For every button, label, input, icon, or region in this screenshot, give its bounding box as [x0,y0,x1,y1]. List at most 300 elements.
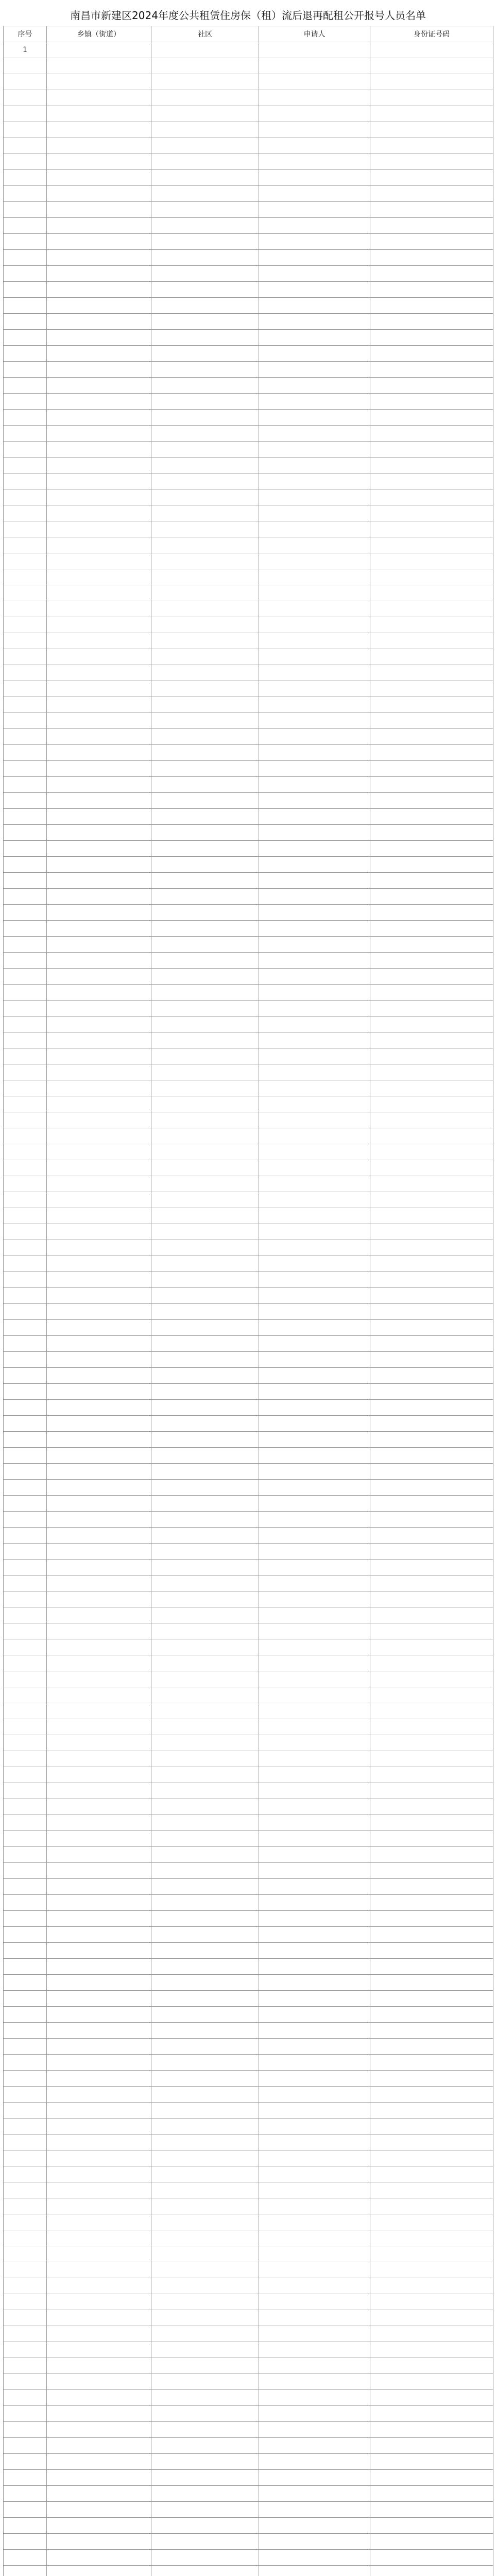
cell-community [151,154,259,170]
cell-applicant [259,1464,370,1480]
cell-applicant [259,314,370,330]
cell-township [47,1783,151,1799]
cell-community [151,585,259,601]
cell-community [151,1256,259,1272]
cell-township [47,2342,151,2358]
cell-applicant [259,505,370,521]
cell-township [47,473,151,489]
column-header-community: 社区 [151,26,259,42]
cell-township [47,2182,151,2198]
cell-township [47,90,151,106]
cell-id-number [370,1048,493,1064]
cell-id-number [370,1096,493,1112]
cell-index [4,2326,47,2342]
table-row [4,1001,493,1016]
cell-township [47,2486,151,2502]
cell-applicant [259,921,370,937]
cell-index [4,1991,47,2007]
cell-township [47,2119,151,2134]
cell-id-number [370,1751,493,1767]
cell-township [47,2071,151,2087]
cell-township [47,138,151,154]
cell-applicant [259,1623,370,1639]
table-row [4,1336,493,1352]
cell-index [4,1368,47,1384]
cell-id-number [370,633,493,649]
table-row [4,138,493,154]
cell-applicant [259,2039,370,2055]
cell-index [4,74,47,90]
cell-community [151,745,259,761]
table-row [4,1639,493,1655]
cell-township [47,1064,151,1080]
cell-township [47,2246,151,2262]
cell-township [47,1048,151,1064]
cell-community [151,601,259,617]
cell-index [4,1959,47,1975]
cell-community [151,1416,259,1432]
table-row [4,1863,493,1879]
table-row [4,1799,493,1815]
cell-index [4,1480,47,1496]
cell-township [47,1256,151,1272]
cell-id-number [370,2262,493,2278]
cell-applicant [259,601,370,617]
cell-index [4,1671,47,1687]
table-row [4,442,493,457]
cell-township [47,969,151,985]
table-row [4,1128,493,1144]
cell-township [47,793,151,809]
cell-community [151,1368,259,1384]
cell-index [4,1192,47,1208]
cell-township [47,122,151,138]
cell-id-number [370,2023,493,2039]
cell-index [4,457,47,473]
cell-id-number [370,2166,493,2182]
cell-applicant [259,953,370,969]
cell-id-number [370,1480,493,1496]
cell-index [4,1032,47,1048]
cell-applicant [259,2534,370,2550]
cell-township [47,1815,151,1831]
cell-township [47,218,151,234]
roster-table [3,26,493,2576]
cell-id-number [370,1016,493,1032]
cell-community [151,1639,259,1655]
cell-community [151,1048,259,1064]
table-row [4,2214,493,2230]
cell-id-number [370,1001,493,1016]
cell-index [4,617,47,633]
cell-township [47,985,151,1001]
table-row [4,1048,493,1064]
cell-community [151,1735,259,1751]
cell-id-number [370,2342,493,2358]
cell-community [151,2422,259,2438]
cell-id-number [370,1607,493,1623]
cell-applicant [259,2470,370,2486]
cell-id-number [370,1655,493,1671]
cell-applicant [259,1975,370,1991]
cell-township [47,1751,151,1767]
cell-applicant [259,2087,370,2103]
cell-id-number [370,1352,493,1368]
cell-index [4,138,47,154]
cell-id-number [370,2310,493,2326]
cell-applicant [259,1560,370,1575]
cell-township [47,2294,151,2310]
cell-index [4,58,47,74]
cell-township [47,457,151,473]
cell-community [151,2566,259,2576]
cell-index [4,2406,47,2422]
table-row [4,2566,493,2576]
cell-applicant [259,122,370,138]
cell-id-number [370,1432,493,1448]
cell-community [151,1448,259,1464]
cell-id-number [370,1735,493,1751]
table-row [4,1575,493,1591]
cell-township [47,42,151,58]
cell-community [151,569,259,585]
cell-community [151,1815,259,1831]
table-row [4,1320,493,1336]
cell-township [47,1416,151,1432]
cell-township [47,154,151,170]
table-row [4,2358,493,2374]
cell-community [151,1464,259,1480]
table-row [4,1927,493,1943]
cell-id-number [370,617,493,633]
table-row [4,1240,493,1256]
cell-township [47,2534,151,2550]
cell-applicant [259,1016,370,1032]
table-row [4,1735,493,1751]
cell-index [4,1001,47,1016]
cell-applicant [259,1384,370,1400]
cell-index [4,2342,47,2358]
cell-community [151,1847,259,1863]
cell-id-number [370,681,493,697]
cell-id-number [370,218,493,234]
cell-index [4,154,47,170]
cell-id-number [370,2198,493,2214]
cell-index [4,2230,47,2246]
cell-index [4,857,47,873]
cell-id-number [370,457,493,473]
cell-applicant [259,1368,370,1384]
cell-index [4,2358,47,2374]
cell-applicant [259,841,370,857]
cell-id-number [370,1687,493,1703]
table-row [4,489,493,505]
cell-index [4,1575,47,1591]
cell-township [47,1368,151,1384]
cell-applicant [259,250,370,266]
cell-id-number [370,1208,493,1224]
cell-applicant [259,649,370,665]
cell-community [151,1575,259,1591]
cell-id-number [370,649,493,665]
cell-applicant [259,537,370,553]
cell-applicant [259,1799,370,1815]
cell-id-number [370,2182,493,2198]
cell-id-number [370,2550,493,2566]
cell-community [151,1304,259,1320]
table-row [4,745,493,761]
cell-id-number [370,1831,493,1847]
table-row [4,1512,493,1528]
table-row [4,1687,493,1703]
cell-township [47,1160,151,1176]
cell-township [47,1176,151,1192]
cell-index [4,841,47,857]
table-row [4,202,493,218]
table-row [4,2134,493,2150]
table-row [4,601,493,617]
cell-community [151,1288,259,1304]
table-row [4,298,493,314]
cell-id-number [370,2071,493,2087]
table-row [4,969,493,985]
table-row [4,1751,493,1767]
column-header-index: 序号 [4,26,47,42]
cell-id-number [370,2358,493,2374]
cell-id-number [370,2454,493,2470]
cell-applicant [259,1911,370,1927]
cell-index [4,2390,47,2406]
cell-community [151,1160,259,1176]
cell-id-number [370,346,493,362]
cell-township [47,2230,151,2246]
cell-applicant [259,825,370,841]
cell-index [4,1831,47,1847]
cell-id-number [370,665,493,681]
cell-id-number [370,42,493,58]
table-row [4,889,493,905]
table-row [4,426,493,442]
cell-community [151,1975,259,1991]
table-row [4,2342,493,2358]
cell-township [47,410,151,426]
cell-applicant [259,2246,370,2262]
table-row [4,90,493,106]
cell-id-number [370,601,493,617]
cell-community [151,442,259,457]
cell-community [151,2071,259,2087]
cell-id-number [370,1496,493,1512]
cell-community [151,1528,259,1544]
cell-id-number [370,170,493,186]
cell-community [151,2470,259,2486]
table-row [4,1879,493,1895]
cell-id-number [370,362,493,378]
cell-index [4,282,47,298]
cell-township [47,601,151,617]
cell-index [4,106,47,122]
table-row [4,2550,493,2566]
cell-applicant [259,1288,370,1304]
cell-township [47,314,151,330]
table-row [4,74,493,90]
cell-id-number [370,2534,493,2550]
table-row [4,1288,493,1304]
cell-community [151,2166,259,2182]
table-row [4,2326,493,2342]
cell-community [151,2103,259,2119]
cell-index: 1 [4,42,47,58]
cell-community [151,90,259,106]
table-row [4,585,493,601]
cell-township [47,537,151,553]
table-row [4,633,493,649]
cell-index [4,1639,47,1655]
cell-applicant [259,665,370,681]
cell-id-number [370,394,493,410]
cell-community [151,1208,259,1224]
table-row [4,1176,493,1192]
cell-applicant [259,457,370,473]
cell-township [47,1224,151,1240]
cell-index [4,489,47,505]
cell-community [151,2502,259,2518]
table-row [4,2518,493,2534]
cell-applicant [259,2262,370,2278]
table-row [4,2422,493,2438]
cell-township [47,1304,151,1320]
cell-township [47,2262,151,2278]
cell-applicant [259,266,370,282]
table-row [4,569,493,585]
cell-id-number [370,1448,493,1464]
cell-township [47,2470,151,2486]
table-row [4,218,493,234]
cell-township [47,2103,151,2119]
cell-id-number [370,2518,493,2534]
cell-township [47,1448,151,1464]
table-row [4,1224,493,1240]
cell-township [47,1240,151,1256]
cell-id-number [370,298,493,314]
cell-id-number [370,2103,493,2119]
cell-id-number [370,1959,493,1975]
cell-index [4,1719,47,1735]
cell-township [47,1639,151,1655]
cell-community [151,1336,259,1352]
cell-township [47,2166,151,2182]
cell-township [47,2023,151,2039]
cell-township [47,1528,151,1544]
cell-township [47,250,151,266]
cell-applicant [259,2390,370,2406]
cell-index [4,521,47,537]
cell-community [151,1224,259,1240]
cell-index [4,1096,47,1112]
cell-township [47,282,151,298]
cell-id-number [370,505,493,521]
cell-id-number [370,1863,493,1879]
cell-index [4,1352,47,1368]
cell-community [151,2150,259,2166]
cell-township [47,2214,151,2230]
cell-township [47,889,151,905]
cell-applicant [259,2214,370,2230]
cell-index [4,921,47,937]
cell-community [151,2134,259,2150]
cell-applicant [259,2502,370,2518]
cell-township [47,777,151,793]
cell-applicant [259,106,370,122]
cell-community [151,1080,259,1096]
cell-community [151,1655,259,1671]
cell-id-number [370,857,493,873]
cell-applicant [259,346,370,362]
cell-community [151,346,259,362]
table-row [4,2310,493,2326]
table-row [4,1464,493,1480]
cell-id-number [370,585,493,601]
table-row [4,42,493,58]
cell-applicant [259,2119,370,2134]
cell-applicant [259,1064,370,1080]
cell-id-number [370,777,493,793]
cell-index [4,1144,47,1160]
cell-township [47,186,151,202]
cell-township [47,2134,151,2150]
cell-id-number [370,1288,493,1304]
cell-township [47,1320,151,1336]
table-row [4,1783,493,1799]
cell-applicant [259,1112,370,1128]
cell-community [151,2534,259,2550]
cell-township [47,1655,151,1671]
cell-community [151,1432,259,1448]
cell-community [151,2374,259,2390]
cell-id-number [370,1304,493,1320]
cell-applicant [259,553,370,569]
cell-index [4,2374,47,2390]
cell-community [151,2023,259,2039]
table-row [4,1703,493,1719]
table-row [4,921,493,937]
cell-applicant [259,2023,370,2039]
table-row [4,330,493,346]
cell-applicant [259,1144,370,1160]
cell-index [4,298,47,314]
cell-applicant [259,905,370,921]
cell-township [47,2566,151,2576]
table-row [4,649,493,665]
cell-applicant [259,1687,370,1703]
cell-id-number [370,2230,493,2246]
cell-id-number [370,1528,493,1544]
cell-township [47,809,151,825]
table-row [4,537,493,553]
cell-community [151,1719,259,1735]
table-row [4,1112,493,1128]
cell-index [4,1160,47,1176]
cell-id-number [370,1144,493,1160]
cell-township [47,489,151,505]
cell-id-number [370,2406,493,2422]
cell-community [151,2262,259,2278]
cell-id-number [370,905,493,921]
cell-index [4,2454,47,2470]
cell-community [151,1496,259,1512]
cell-index [4,537,47,553]
cell-applicant [259,1352,370,1368]
